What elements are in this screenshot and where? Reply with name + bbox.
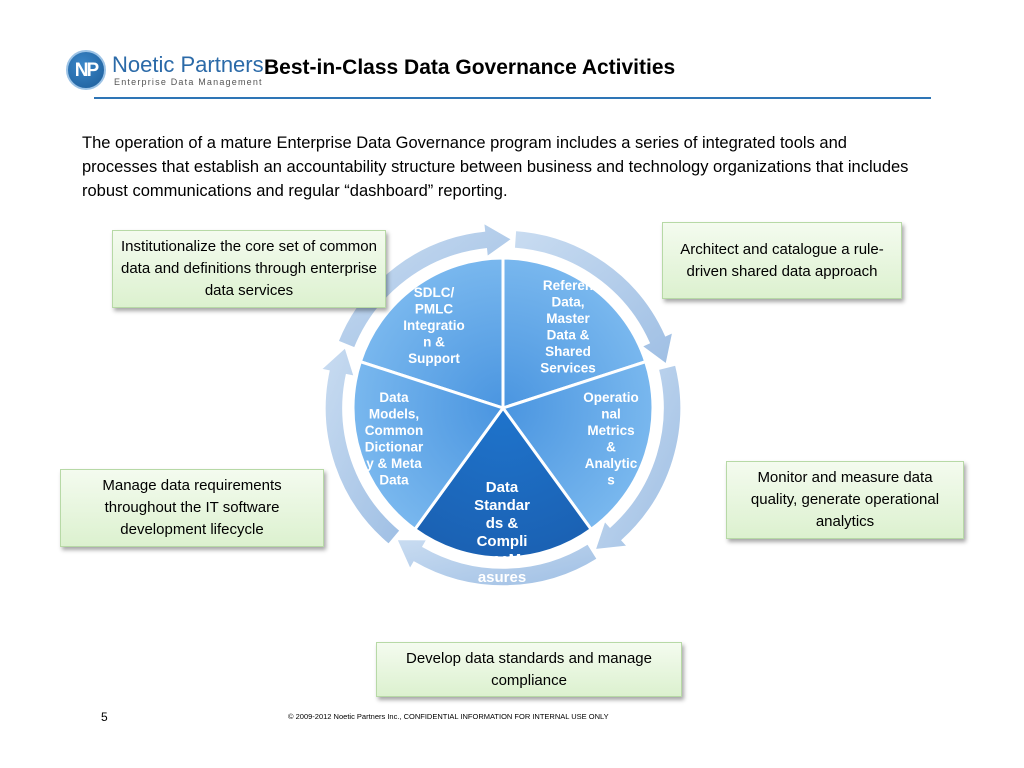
callout-text: Develop data standards and manage compliance: [405, 649, 652, 689]
callout-sdlc-requirements: [60, 469, 324, 547]
copyright-notice: © 2009-2012 Noetic Partners Inc., CONFIDENTIAL INFORMATION FOR INTERNAL USE ONLY: [288, 712, 609, 721]
segment-label-line: Support: [408, 351, 460, 366]
callout-data-quality: [726, 461, 964, 539]
segment-label-line: Dictionar: [364, 439, 424, 455]
callout-text: Manage data requirements throughout the IT software development lifecycle: [102, 477, 282, 538]
segment-label-reference-data: [540, 278, 596, 376]
segment-label-line: Compli: [476, 533, 528, 550]
segment-label-line: Analytic: [584, 456, 638, 471]
callout-text: Monitor and measure data quality, generate operational analytics: [750, 469, 940, 530]
segment-label-line: Master: [546, 311, 590, 326]
logo-initials: NP: [74, 60, 98, 81]
segment-label-line: Data: [485, 479, 519, 496]
segment-label-line: n &: [423, 334, 445, 350]
page-number: 5: [101, 710, 108, 724]
segment-label-line: Standar: [474, 497, 530, 514]
logo-tagline: Enterprise Data Management: [114, 77, 263, 87]
callout-shared-data-approach: [662, 222, 902, 299]
segment-label-line: Operatio: [583, 390, 639, 405]
segment-label-line: Integratio: [403, 318, 465, 333]
segment-label-line: Shared: [545, 344, 591, 359]
segment-label-line: Data,: [551, 294, 585, 310]
segment-label-line: Data &: [546, 327, 590, 343]
segment-label-line: y & Meta: [366, 456, 422, 471]
callout-text: Institutionalize the core set of common data and definitions through enterprise data services: [120, 238, 377, 299]
logo-name: Noetic Partners: [112, 52, 264, 77]
segment-label-line: anceMe: [474, 551, 530, 568]
segment-label-line: Services: [540, 360, 596, 376]
page-title: Best-in-Class Data Governance Activities: [264, 56, 676, 79]
segment-label-line: s: [607, 472, 615, 488]
segment-label-line: ds &: [485, 515, 519, 532]
segment-label-line: Referen: [542, 278, 594, 293]
segment-label-line: nal: [601, 406, 621, 422]
callout-data-standards: [376, 642, 682, 697]
segment-label-line: Metrics: [587, 423, 635, 438]
callout-enterprise-data-services: [112, 230, 386, 308]
segment-label-line: PMLC: [414, 301, 454, 317]
segment-label-line: asures: [477, 569, 527, 586]
segment-label-line: Models,: [368, 406, 420, 422]
segment-label-line: Common: [364, 423, 424, 438]
intro-paragraph: The operation of a mature Enterprise Data Governance program includes a series of integrated tools and processes that establish an accountability structure between business and technology organizations that includes robust communications and regular “dashboard” reporting.: [82, 134, 909, 200]
segment-label-line: SDLC/: [413, 285, 455, 300]
segment-label-line: &: [606, 439, 616, 455]
callout-text: Architect and catalogue a rule-driven shared data approach: [680, 240, 884, 280]
segment-label-line: Data: [379, 390, 409, 405]
segment-label-line: Data: [379, 472, 409, 488]
